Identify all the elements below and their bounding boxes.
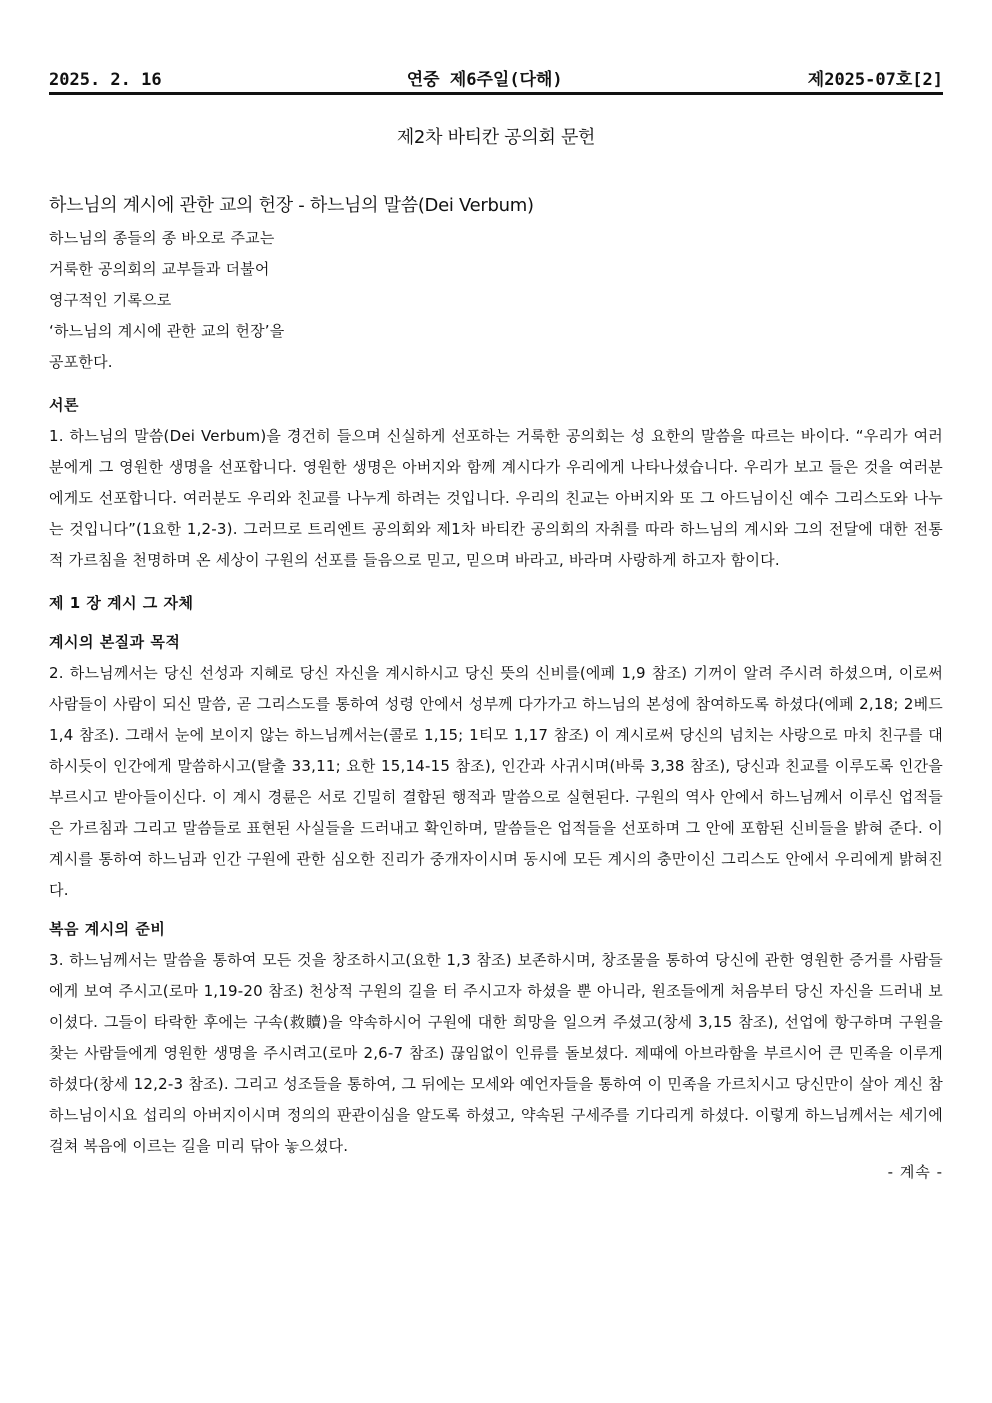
- preface-heading: 서론: [49, 396, 79, 414]
- gospel-preparation-heading: 복음 계시의 준비: [49, 920, 166, 938]
- paragraph-3: 3. 하느님께서는 말씀을 통하여 모든 것을 창조하시고(요한 1,3 참조) 보존하시며, 창조물을 통하여 당신에 관한 영원한 증거를 사람들에게 보여 주시고(로마 1,19-20 참조) 천상적 구원의 길을 터 주시고자 하셨을 뿐 아니라, 원조들에게 처음부터 당신 자신을 드러내 보이셨다. 그들이 타락한 후에는 구속(救贖)을 약속하시어 구원에 대한 희망을 일으켜 주셨고(창세 3,15 참조), 선업에 항구하며 구원을 찾는 사람들에게 영원한 생명을 주시려고(로마 2,6-7 참조) 끊임없이 인류를 돌보셨다. 제때에 아브라함을 부르시어 큰 민족을 이루게 하셨다(창세 12,2-3 참조). 그리고 성조들을 통하여, 그 뒤에는 모세와 예언자들을 통하여 이 민족을 가르치시고 당신만이 살아 계신 참하느님이시요 섭리의 아버지이시며 정의의 판관이심을 알도록 하셨고, 약속된 구세주를 기다리게 하셨다. 이렇게 하느님께서는 세기에 걸쳐 복음에 이르는 길을 미리 닦아 놓으셨다.: [49, 951, 943, 1155]
- document-title: 제2차 바티칸 공의회 문헌: [396, 127, 596, 148]
- intro-line: 영구적인 기록으로: [49, 291, 172, 309]
- revelation-nature-heading: 계시의 본질과 목적: [49, 633, 181, 651]
- intro-line: 공포한다.: [49, 353, 113, 371]
- continued-note: - 계속 -: [887, 1163, 943, 1181]
- intro-line: 거룩한 공의회의 교부들과 더불어: [49, 260, 270, 278]
- chapter-1-heading: 제 1 장 계시 그 자체: [49, 594, 194, 612]
- issue-number: 제2025-07호[2]: [807, 70, 943, 90]
- intro-line: ‘하느님의 계시에 관한 교의 헌장’을: [49, 322, 285, 340]
- bulletin-header: [49, 66, 943, 95]
- issue-date: 2025. 2. 16: [49, 70, 162, 90]
- liturgical-week: 연중 제6주일(다해): [406, 70, 563, 90]
- bulletin-page: [49, 66, 943, 1182]
- intro-line: 하느님의 종들의 종 바오로 주교는: [49, 229, 275, 247]
- paragraph-2: 2. 하느님께서는 당신 선성과 지혜로 당신 자신을 계시하시고 당신 뜻의 신비를(에페 1,9 참조) 기꺼이 알려 주시려 하셨으며, 이로써 사람들이 사람이 되신 말씀, 곧 그리스도를 통하여 성령 안에서 성부께 다가가고 하느님의 본성에 참여하도록 하셨다(에페 2,18; 2베드 1,4 참조). 그래서 눈에 보이지 않는 하느님께서는(콜로 1,15; 1티모 1,17 참조) 이 계시로써 당신의 넘치는 사랑으로 마치 친구를 대하시듯이 인간에게 말씀하시고(탈출 33,11; 요한 15,14-15 참조), 인간과 사귀시며(바룩 3,38 참조), 당신과 친교를 이루도록 인간을 부르시고 받아들이신다. 이 계시 경륜은 서로 긴밀히 결합된 행적과 말씀으로 실현된다. 구원의 역사 안에서 하느님께서 이루신 업적들은 가르침과 그리고 말씀들로 표현된 사실들을 드러내고 확인하며, 말씀들은 업적들을 선포하며 그 안에 포함된 신비들을 밝혀 준다. 이 계시를 통하여 하느님과 인간 구원에 관한 심오한 진리가 중개자이시며 동시에 모든 계시의 충만이신 그리스도 안에서 우리에게 밝혀진다.: [49, 664, 943, 899]
- promulgation-intro: [49, 223, 943, 378]
- paragraph-1: 1. 하느님의 말씀(Dei Verbum)을 경건히 들으며 신실하게 선포하는 거룩한 공의회는 성 요한의 말씀을 따르는 바이다. “우리가 여러분에게 그 영원한 생명을 선포합니다. 영원한 생명은 아버지와 함께 계시다가 우리에게 나타나셨습니다. 우리가 보고 들은 것을 여러분에게도 선포합니다. 여러분도 우리와 친교를 나누게 하려는 것입니다. 우리의 친교는 아버지와 또 그 아드님이신 예수 그리스도와 나누는 것입니다”(1요한 1,2-3). 그러므로 트리엔트 공의회와 제1차 바티칸 공의회의 자취를 따라 하느님의 계시와 그의 전달에 대한 전통적 가르침을 천명하며 온 세상이 구원의 선포를 들음으로 믿고, 믿으며 바라고, 바라며 사랑하게 하고자 함이다.: [49, 427, 943, 569]
- constitution-title: 하느님의 계시에 관한 교의 헌장 - 하느님의 말씀(Dei Verbum): [49, 195, 534, 216]
